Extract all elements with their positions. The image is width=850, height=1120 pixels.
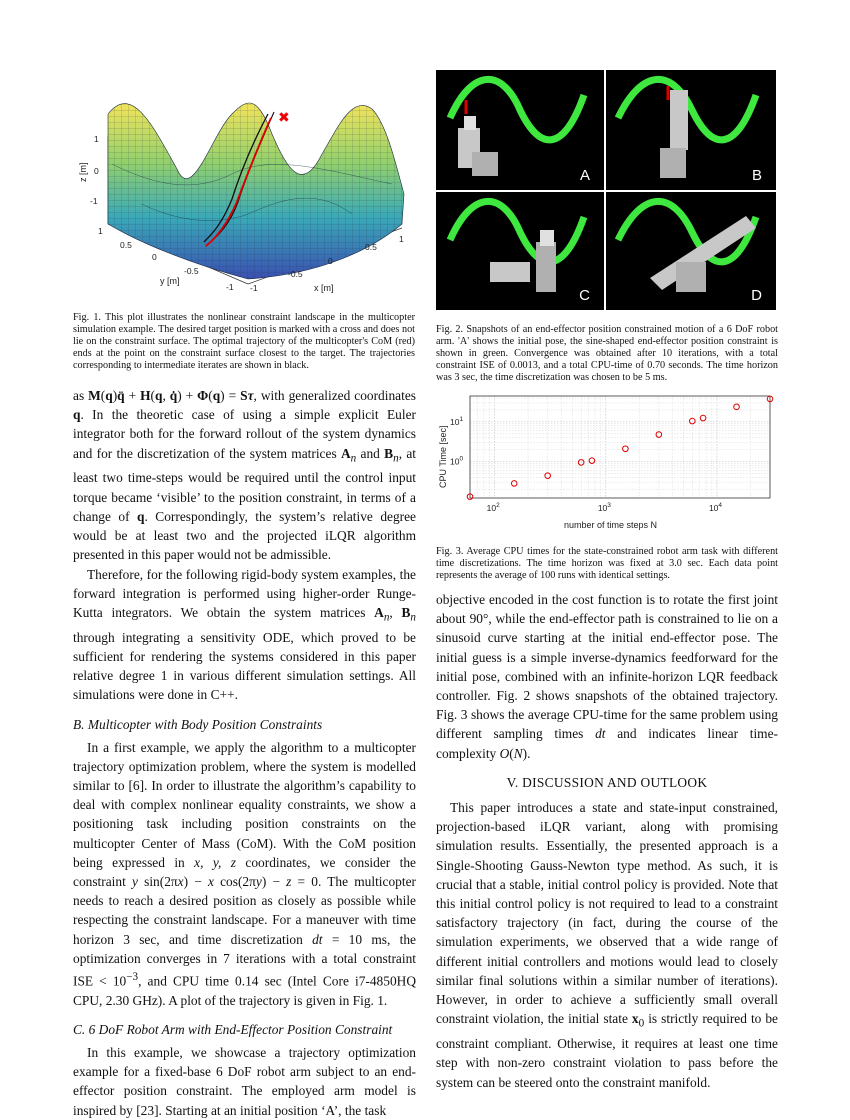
fig2-panel-d bbox=[606, 192, 776, 310]
fig1-xlabel: x [m] bbox=[314, 283, 334, 293]
fig1-ytick: 0.5 bbox=[120, 240, 132, 250]
fig3-cpu-time-chart bbox=[436, 388, 784, 533]
fig2-panel-b bbox=[606, 70, 776, 190]
fig1-ztick: -1 bbox=[90, 196, 98, 206]
section-heading: V. DISCUSSION AND OUTLOOK bbox=[506, 774, 708, 790]
fig3-grid bbox=[470, 396, 770, 498]
fig3-data-point bbox=[589, 458, 595, 464]
fig2-panel-c bbox=[436, 192, 604, 310]
fig1-target-cross: ✖ bbox=[278, 110, 290, 126]
paragraph: Therefore, for the following rigid-body system examples, the forward integration is performed using higher-order Runge-Kutta integrators. We obtain the system matrices $A_n$, $B_n$ through integrating a sensitivity ODE, which proved to be sufficient for rendering the systems considered in this paper relative degree 1 in various different simulation settings. All simulations were done in C++. bbox=[73, 566, 416, 703]
fig2-panel-a bbox=[436, 70, 604, 190]
fig1-ytick: -0.5 bbox=[184, 266, 199, 276]
panel-label: B bbox=[751, 167, 762, 184]
fig3-xtick-label: $10^2$ bbox=[486, 502, 500, 513]
left-column bbox=[73, 386, 416, 1120]
fig3-caption: Fig. 3. Average CPU times for the state-constrained robot arm task with different time discretizations. The time horizon was fixed at 3.0 sec. Each data point represents the average of 100 runs with identical settings. bbox=[436, 546, 778, 582]
fig3-data-point bbox=[700, 415, 706, 421]
subsection-heading: C. 6 DoF Robot Arm with End-Effector Position Constraint bbox=[73, 1021, 393, 1037]
fig1-xtick: -0.5 bbox=[288, 269, 303, 279]
fig1-xtick: -1 bbox=[250, 283, 258, 293]
fig3-ticks bbox=[450, 416, 722, 513]
fig3-xlabel: number of time steps N bbox=[564, 520, 658, 530]
fig3-xtick-label: $10^4$ bbox=[708, 502, 723, 513]
fig1-xtick: 0 bbox=[328, 256, 333, 266]
fig3-ylabel: CPU Time [sec] bbox=[438, 425, 448, 488]
fig1-caption: Fig. 1. This plot illustrates the nonlinear constraint landscape in the multicopter simulation example. The desired target position is marked with a cross and does not lie on the constraint surface. The optimal trajectory of the multicopter's CoM (red) ends at the point on the constraint surface closest to the target. The trajectories corresponding to intermediate iterates are shown in black. bbox=[73, 312, 415, 372]
fig1-ytick: 1 bbox=[98, 226, 103, 236]
paragraph: objective encoded in the cost function is to rotate the first joint about 90°, while the end-effector path is constrained to lie on a sinusoid curve starting at the initial end-effector pose. The initial guess is a simple inverse-dynamics feedforward for the initial pose, combined with an infinite-horizon LQR feedback controller. Fig. 2 shows snapshots of the obtained trajectory. Fig. 3 shows the average CPU-time for the same problem using different sampling times dt and indicates linear time-complexity O(N). bbox=[436, 592, 778, 761]
fig3-points bbox=[467, 396, 773, 499]
fig1-ytick: 0 bbox=[152, 252, 157, 262]
fig2-caption: Fig. 2. Snapshots of an end-effector position constrained motion of a 6 DoF robot arm. 'A' shows the initial pose, the sine-shaped end-effector position constraint is shown in green. Convergence was obtained after 10 iterations, with a total constraint ISE of 0.0013, and a total CPU-time of 0.70 seconds. The time horizon was 3 sec, the time discretization was chosen to be 5 ms. bbox=[436, 324, 778, 384]
fig3-data-point bbox=[623, 446, 629, 452]
fig3-xtick-label: $10^3$ bbox=[597, 502, 611, 513]
fig1-xtick: 0.5 bbox=[365, 242, 377, 252]
paragraph: as M(q)q̈ + H(q, q̇) + Φ(q) = Sτ, with generalized coordinates q. In the theoretic case of using a simple explicit Euler integrator both for the forward rollout of the system dynamics and for the discretization of the system matrices $A_n$ and $B_n$, at least two time-steps would be required until the control input torque became ‘visible’ to the position constraint, in terms of a change of q. Correspondingly, the system’s relative degree would be at least two and the projected iLQR algorithm presented in this paper would not be admissible. bbox=[73, 388, 417, 563]
fig1-ytick: -1 bbox=[226, 282, 234, 292]
fig1-ztick: 1 bbox=[94, 134, 99, 144]
fig1-ylabel: y [m] bbox=[160, 276, 180, 286]
right-column bbox=[436, 590, 778, 1092]
fig1-xtick: 1 bbox=[399, 234, 404, 244]
paragraph: This paper introduces a state and state-input constrained, projection-based iLQR variant, along with promising simulation results. Essentially, the presented approach is a Single-Shooting Gauss-Newton type method. As such, it is crucial that a stable, initial control policy is provided. Note that this initial control policy is not required to lead to a constraint satisfactory trajectory (in fact, during the course of the simulation experiments, we observed that a wide range of different initial controllers and motions would lead to closely similar final solutions within a similar number of iterations). However, in order to achieve a sufficiently small overall constraint violation, the initial state $x_0$ is strictly required to be constraint compliant. Otherwise, it requires at least one time step with non-zero constraint violation to pass before the system can be steered onto the constraint manifold. bbox=[436, 800, 779, 1090]
paragraph: In this example, we showcase a trajectory optimization example for a fixed-base 6 DoF robot arm subject to an end-effector position constraint. The employed arm model is inspired by [23]. Starting at an initial position ‘A’, the task bbox=[73, 1044, 416, 1118]
fig3-ytick-label: $10^0$ bbox=[450, 455, 464, 467]
fig1-ztick: 0 bbox=[94, 166, 99, 176]
fig3-data-point bbox=[734, 404, 740, 410]
fig3-ytick-label: $10^1$ bbox=[450, 415, 464, 427]
fig3-data-point bbox=[511, 481, 517, 487]
panel-label: A bbox=[579, 167, 590, 184]
fig1-zlabel: z [m] bbox=[78, 162, 88, 182]
paragraph: In a first example, we apply the algorithm to a multicopter trajectory optimization problem, where the system is modelled similar to [6]. In order to illustrate the algorithm’s capability to deal with complex nonlinear equality constraints, we show a positioning task including position constraints on the multicopter Center of Mass (CoM). With the CoM position being expressed in x, y, z coordinates, we consider the constraint y sin(2πx) − x cos(2πy) − z = 0. The multicopter needs to reach a desired position as closely as possible while respecting the constraint landscape. For a maneuver with time horizon 3 sec, and time discretization dt = 10 ms, the optimization converges in 7 iterations with a total constraint ISE < $10^{-3}$, and CPU time 0.14 sec (Intel Core i7-4850HQ CPU, 2.30 GHz). A plot of the trajectory is given in Fig. 1. bbox=[73, 739, 416, 1008]
fig1-surface-plot bbox=[72, 74, 434, 306]
subsection-heading: B. Multicopter with Body Position Constraints bbox=[73, 716, 323, 732]
panel-label: D bbox=[751, 287, 762, 304]
panel-label: C bbox=[579, 287, 590, 304]
fig3-plot-frame bbox=[470, 396, 770, 498]
